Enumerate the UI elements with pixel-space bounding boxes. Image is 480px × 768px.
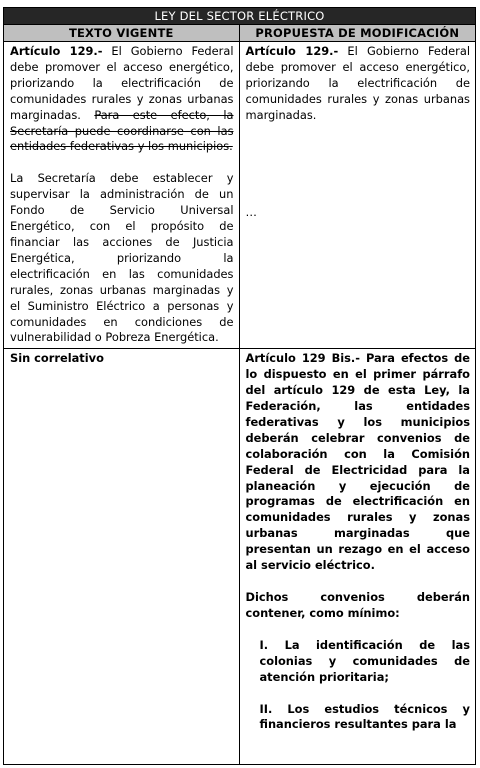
article-129-bis: Artículo 129 Bis.- Para efectos de lo dispuesto en el primer párrafo del artículo 129 de esta Ley, la Federación, las entidades federativas y los municipios deberán celebrar convenios de colaboración con la Comisión Federal de Electricidad para la planeación y ejecución de programas de electrificación en comunidades rurales y zonas urbanas marginadas que presentan un rezago en el acceso al servicio eléctrico. [245,351,470,573]
sin-correlativo: Sin correlativo [10,351,104,366]
cell-propuesta-129-bis [240,349,476,765]
cell-propuesta-129 [240,42,476,348]
header-texto-vigente: TEXTO VIGENTE [4,25,240,41]
table-row [4,42,475,349]
convenios-paragraph: Dichos convenios deberán contener, como mínimo: [245,590,470,620]
article-label: Artículo 129.- [245,44,339,58]
cell-texto-vigente-129-bis [4,349,240,765]
ellipsis: … [245,204,257,219]
header-propuesta: PROPUESTA DE MODIFICACIÓN [255,26,460,40]
struck-text: Para este efecto, la Secretaría puede coordinarse con las entidades federativas y los municipios. [10,107,234,154]
list-item: I. La identificación de las colonias y comunidades de atención prioritaria; [259,637,470,684]
table-title: LEY DEL SECTOR ELÉCTRICO [4,8,475,25]
article-129-proposed [246,44,471,124]
article-text: El Gobierno Federal debe promover el acceso energético, priorizando la electrificación de comunidades rurales y zonas urbanas marginadas. [10,44,234,122]
list-item: II. Los estudios técnicos y financieros resultantes para la [259,701,470,732]
table-row [4,349,475,765]
article-129-current [10,44,234,155]
table-header-row [4,25,475,42]
comparison-table [3,7,476,765]
article-label: Artículo 129.- [10,44,103,58]
cell-texto-vigente-129 [4,42,240,348]
article-129-paragraph-2: La Secretaría debe establecer y supervisar la administración de un Fondo de Servicio Universal Energético, con el propósito de financiar las acciones de Justicia Energética, priorizando la electrificación en las comunidades rurales, zonas urbanas marginadas y el Suministro Eléctrico a personas y comunidades en condiciones de vulnerabilidad o Pobreza Energética. [10,171,234,345]
article-text: El Gobierno Federal debe promover el acceso energético, priorizando la electrificación de comunidades rurales y zonas urbanas marginadas. [245,44,470,122]
